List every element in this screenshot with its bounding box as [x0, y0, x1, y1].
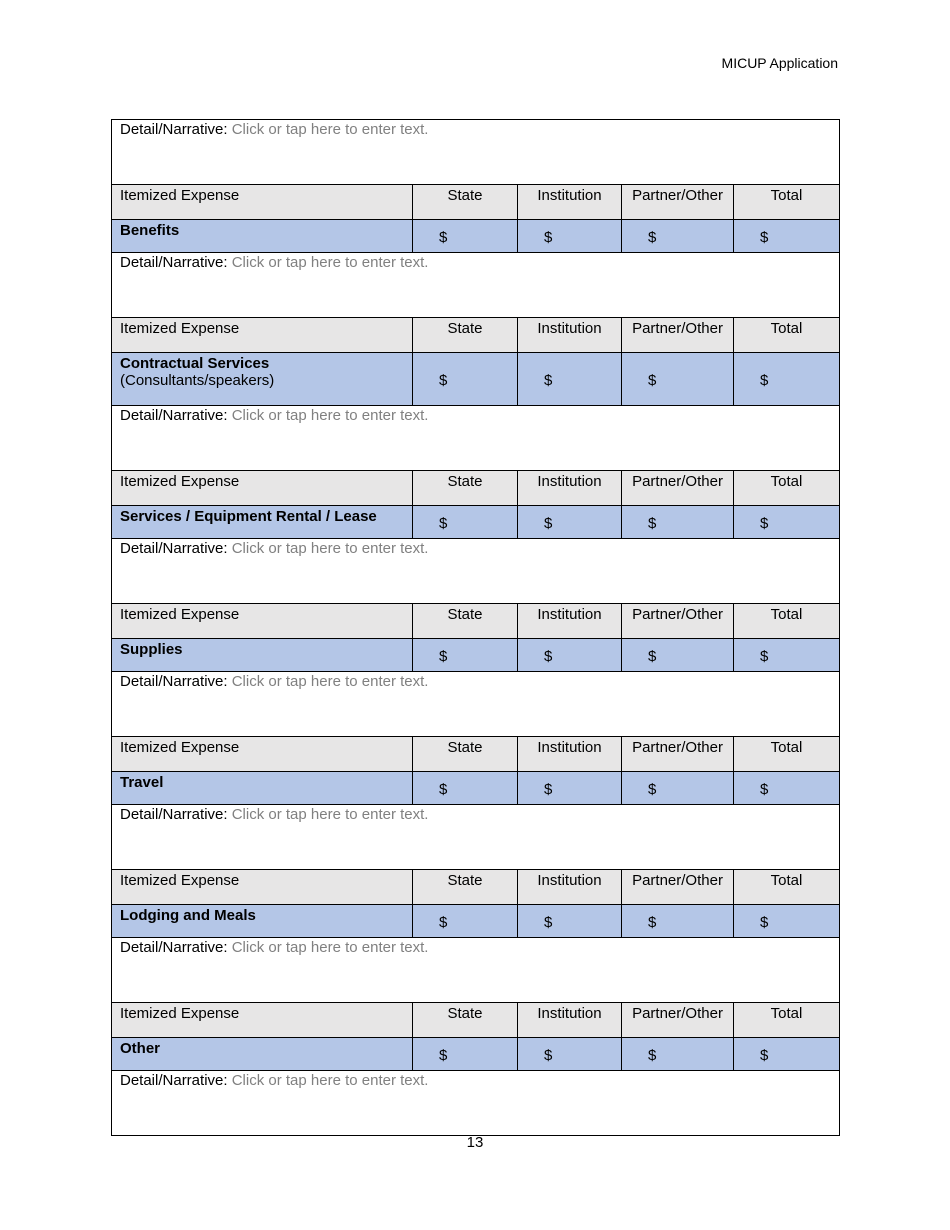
expense-title: Contractual Services	[120, 355, 270, 372]
currency-symbol: $	[544, 1046, 553, 1064]
detail-row	[112, 120, 840, 185]
institution-amount-field[interactable]	[518, 1038, 622, 1071]
expense-row	[112, 639, 840, 672]
expense-title: Services / Equipment Rental / Lease	[120, 508, 377, 525]
col-itemized-expense: Itemized Expense	[112, 737, 413, 772]
col-total: Total	[734, 1003, 840, 1038]
expense-name	[112, 639, 413, 672]
currency-symbol: $	[544, 780, 553, 798]
institution-amount-field[interactable]	[518, 639, 622, 672]
col-institution: Institution	[518, 737, 622, 772]
expense-row	[112, 220, 840, 253]
col-total: Total	[734, 604, 840, 639]
detail-placeholder: Click or tap here to enter text.	[231, 407, 429, 424]
col-itemized-expense: Itemized Expense	[112, 1003, 413, 1038]
col-total: Total	[734, 737, 840, 772]
col-institution: Institution	[518, 870, 622, 905]
detail-narrative-field[interactable]	[112, 120, 840, 185]
col-state: State	[413, 604, 518, 639]
currency-symbol: $	[760, 514, 769, 532]
col-partner-other: Partner/Other	[622, 185, 734, 220]
col-institution: Institution	[518, 318, 622, 353]
currency-symbol: $	[544, 647, 553, 665]
col-state: State	[413, 318, 518, 353]
column-header-row	[112, 471, 840, 506]
col-institution: Institution	[518, 1003, 622, 1038]
expense-title: Benefits	[120, 222, 180, 239]
institution-amount-field[interactable]	[518, 220, 622, 253]
expense-subtitle: (Consultants/speakers)	[120, 372, 275, 389]
detail-narrative-field[interactable]	[112, 672, 840, 737]
partner-amount-field[interactable]	[622, 353, 734, 406]
col-itemized-expense: Itemized Expense	[112, 318, 413, 353]
col-total: Total	[734, 471, 840, 506]
col-partner-other: Partner/Other	[622, 1003, 734, 1038]
total-amount-field[interactable]	[734, 772, 840, 805]
col-partner-other: Partner/Other	[622, 870, 734, 905]
column-header-row	[112, 185, 840, 220]
detail-narrative-field[interactable]	[112, 1071, 840, 1136]
detail-placeholder: Click or tap here to enter text.	[231, 939, 429, 956]
currency-symbol: $	[760, 647, 769, 665]
state-amount-field[interactable]	[413, 506, 518, 539]
state-amount-field[interactable]	[413, 639, 518, 672]
col-state: State	[413, 870, 518, 905]
currency-symbol: $	[648, 228, 657, 246]
column-header-row	[112, 1003, 840, 1038]
institution-amount-field[interactable]	[518, 772, 622, 805]
state-amount-field[interactable]	[413, 220, 518, 253]
detail-narrative-field[interactable]	[112, 253, 840, 318]
expense-row	[112, 506, 840, 539]
currency-symbol: $	[648, 647, 657, 665]
col-itemized-expense: Itemized Expense	[112, 870, 413, 905]
detail-placeholder: Click or tap here to enter text.	[231, 254, 429, 271]
total-amount-field[interactable]	[734, 1038, 840, 1071]
detail-label: Detail/Narrative:	[120, 939, 228, 956]
currency-symbol: $	[439, 514, 448, 532]
currency-symbol: $	[648, 780, 657, 798]
detail-row	[112, 805, 840, 870]
col-partner-other: Partner/Other	[622, 604, 734, 639]
currency-symbol: $	[648, 1046, 657, 1064]
total-amount-field[interactable]	[734, 639, 840, 672]
currency-symbol: $	[648, 514, 657, 532]
budget-table	[111, 119, 840, 1136]
col-state: State	[413, 737, 518, 772]
detail-row	[112, 253, 840, 318]
column-header-row	[112, 737, 840, 772]
expense-row	[112, 353, 840, 406]
expense-name	[112, 905, 413, 938]
col-institution: Institution	[518, 185, 622, 220]
col-state: State	[413, 1003, 518, 1038]
detail-narrative-field[interactable]	[112, 539, 840, 604]
col-itemized-expense: Itemized Expense	[112, 604, 413, 639]
detail-narrative-field[interactable]	[112, 406, 840, 471]
total-amount-field[interactable]	[734, 220, 840, 253]
detail-placeholder: Click or tap here to enter text.	[231, 121, 429, 138]
detail-row	[112, 406, 840, 471]
col-state: State	[413, 471, 518, 506]
detail-row	[112, 1071, 840, 1136]
expense-name	[112, 1038, 413, 1071]
col-state: State	[413, 185, 518, 220]
expense-title: Supplies	[120, 641, 183, 658]
state-amount-field[interactable]	[413, 905, 518, 938]
col-itemized-expense: Itemized Expense	[112, 185, 413, 220]
detail-placeholder: Click or tap here to enter text.	[231, 540, 429, 557]
expense-name	[112, 220, 413, 253]
partner-amount-field[interactable]	[622, 639, 734, 672]
col-total: Total	[734, 870, 840, 905]
expense-name	[112, 772, 413, 805]
detail-placeholder: Click or tap here to enter text.	[231, 806, 429, 823]
detail-label: Detail/Narrative:	[120, 254, 228, 271]
detail-placeholder: Click or tap here to enter text.	[231, 673, 429, 690]
total-amount-field[interactable]	[734, 905, 840, 938]
currency-symbol: $	[544, 913, 553, 931]
state-amount-field[interactable]	[413, 772, 518, 805]
currency-symbol: $	[439, 371, 448, 389]
state-amount-field[interactable]	[413, 1038, 518, 1071]
currency-symbol: $	[544, 371, 553, 389]
detail-placeholder: Click or tap here to enter text.	[231, 1072, 429, 1089]
expense-row	[112, 905, 840, 938]
col-institution: Institution	[518, 604, 622, 639]
partner-amount-field[interactable]	[622, 220, 734, 253]
currency-symbol: $	[439, 1046, 448, 1064]
expense-name	[112, 506, 413, 539]
currency-symbol: $	[760, 371, 769, 389]
detail-label: Detail/Narrative:	[120, 806, 228, 823]
detail-label: Detail/Narrative:	[120, 1072, 228, 1089]
detail-narrative-field[interactable]	[112, 938, 840, 1003]
detail-label: Detail/Narrative:	[120, 673, 228, 690]
currency-symbol: $	[544, 228, 553, 246]
currency-symbol: $	[544, 514, 553, 532]
partner-amount-field[interactable]	[622, 905, 734, 938]
detail-row	[112, 539, 840, 604]
col-partner-other: Partner/Other	[622, 318, 734, 353]
partner-amount-field[interactable]	[622, 772, 734, 805]
currency-symbol: $	[439, 913, 448, 931]
col-institution: Institution	[518, 471, 622, 506]
detail-label: Detail/Narrative:	[120, 540, 228, 557]
currency-symbol: $	[439, 647, 448, 665]
column-header-row	[112, 870, 840, 905]
detail-narrative-field[interactable]	[112, 805, 840, 870]
institution-amount-field[interactable]	[518, 506, 622, 539]
col-partner-other: Partner/Other	[622, 471, 734, 506]
total-amount-field[interactable]	[734, 506, 840, 539]
col-total: Total	[734, 185, 840, 220]
currency-symbol: $	[760, 780, 769, 798]
expense-title: Other	[120, 1040, 161, 1057]
currency-symbol: $	[760, 228, 769, 246]
state-amount-field[interactable]	[413, 353, 518, 406]
expense-row	[112, 1038, 840, 1071]
total-amount-field[interactable]	[734, 353, 840, 406]
partner-amount-field[interactable]	[622, 506, 734, 539]
institution-amount-field[interactable]	[518, 353, 622, 406]
currency-symbol: $	[439, 228, 448, 246]
currency-symbol: $	[439, 780, 448, 798]
partner-amount-field[interactable]	[622, 1038, 734, 1071]
col-partner-other: Partner/Other	[622, 737, 734, 772]
column-header-row	[112, 604, 840, 639]
expense-title: Lodging and Meals	[120, 907, 256, 924]
currency-symbol: $	[760, 913, 769, 931]
expense-name	[112, 353, 413, 406]
detail-label: Detail/Narrative:	[120, 121, 228, 138]
page-number: 13	[466, 1134, 484, 1151]
detail-row	[112, 672, 840, 737]
currency-symbol: $	[648, 371, 657, 389]
running-header: MICUP Application	[721, 55, 838, 71]
column-header-row	[112, 318, 840, 353]
currency-symbol: $	[760, 1046, 769, 1064]
col-total: Total	[734, 318, 840, 353]
detail-row	[112, 938, 840, 1003]
currency-symbol: $	[648, 913, 657, 931]
detail-label: Detail/Narrative:	[120, 407, 228, 424]
expense-row	[112, 772, 840, 805]
institution-amount-field[interactable]	[518, 905, 622, 938]
col-itemized-expense: Itemized Expense	[112, 471, 413, 506]
expense-title: Travel	[120, 774, 164, 791]
